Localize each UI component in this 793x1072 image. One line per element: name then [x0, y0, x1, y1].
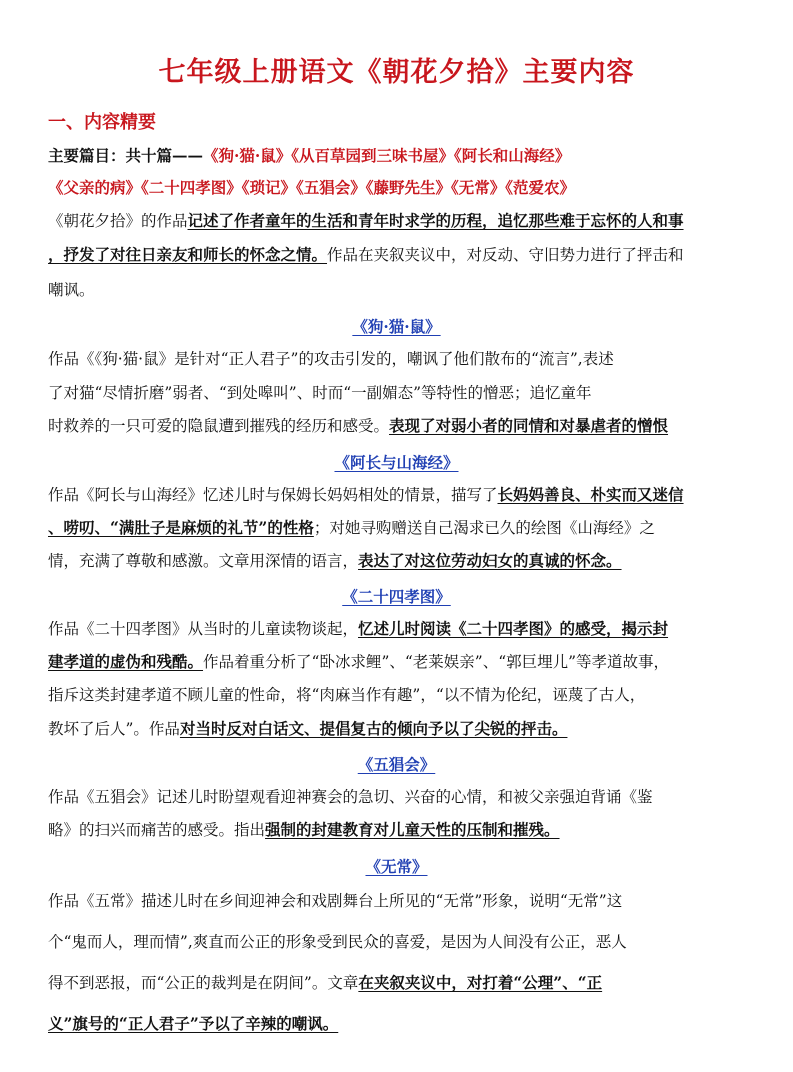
ershisi-line-1	[48, 618, 748, 640]
wuchanghui-emphasis: 强制的封建教育对儿童天性的压制和摧残。	[265, 820, 560, 839]
page-title: 七年级上册语文《朝花夕拾》主要内容	[158, 57, 635, 88]
gou-text-3: 时救养的一只可爱的隐鼠遭到摧残的经历和感受。	[48, 417, 390, 435]
works-list-1: 《狗·猫·鼠》《从百草园到三味书屋》《阿长和山海经》	[203, 146, 571, 165]
wuchanghui-text-2: 略》的扫兴而痛苦的感受。指出	[48, 821, 266, 839]
ershisi-line-4	[48, 718, 748, 740]
ershisi-text-3: 指斥这类封建孝道不顾儿童的性命，将“肉麻当作有趣”，“以不情为伦纪，诬蔑了古人，	[48, 686, 646, 704]
intro-line-3	[48, 279, 748, 301]
wuchang-text-3: 得不到恶报，而“公正的裁判是在阴间”。文章	[48, 974, 359, 992]
ershisi-text-4: 教坏了后人”。作品	[48, 720, 180, 738]
wuchang-emphasis-1: 在夹叙夹议中，对打着“公理”、“正	[358, 973, 603, 992]
works-line-1	[48, 145, 748, 167]
ershisi-emphasis-4: 对当时反对白话文、提倡复古的倾向予以了尖锐的抨击。	[179, 719, 568, 738]
intro-line-1	[48, 210, 748, 232]
gou-line-1	[48, 348, 748, 370]
intro-emphasis: 记述了作者童年的生活和青年时求学的历程，追忆那些难于忘怀的人和事	[187, 211, 684, 230]
azhang-emphasis-3: 表达了对这位劳动妇女的真诚的怀念。	[358, 551, 622, 570]
wuchang-line-2	[48, 931, 748, 953]
works-line-2	[48, 177, 748, 199]
intro-line-2	[48, 244, 748, 266]
intro-text-3: 嘲讽。	[48, 281, 95, 299]
intro-text-2: 作品在夹叙夹议中，对反动、守旧势力进行了抨击和	[327, 246, 684, 264]
azhang-text-3: 情，充满了尊敬和感激。文章用深情的语言，	[48, 552, 359, 570]
azhang-text-2: ；对她寻购赠送自己渴求已久的绘图《山海经》之	[313, 519, 655, 537]
ershisi-text-2: 作品着重分析了“卧冰求鲤”、“老莱娱亲”、“郭巨埋儿”等孝道故事，	[203, 653, 670, 671]
ershisi-emphasis-1: 忆述儿时阅读《二十四孝图》的感受，揭示封	[358, 619, 669, 638]
section-heading-summary: 一、内容精要	[48, 112, 156, 133]
wuchanghui-line-2	[48, 819, 748, 841]
section-heading-azhang: 《阿长与山海经》	[334, 453, 459, 472]
gou-line-2	[48, 382, 748, 404]
ershisi-line-3	[48, 684, 748, 706]
wuchanghui-text-1: 作品《五猖会》记述儿时盼望观看迎神赛会的急切、兴奋的心情，和被父亲强迫背诵《鉴	[48, 788, 653, 806]
wuchang-line-3	[48, 972, 748, 994]
ershisi-text-1: 作品《二十四孝图》从当时的儿童读物谈起，	[48, 620, 359, 638]
ershisi-emphasis-2: 建孝道的虚伪和残酷。	[48, 652, 204, 671]
section-heading-gou-mao-shu: 《狗·猫·鼠》	[352, 317, 441, 336]
wuchang-line-4	[48, 1013, 748, 1035]
wuchang-line-1	[48, 890, 748, 912]
intro-text: 《朝花夕拾》的作品	[48, 212, 188, 230]
section-heading-wuchang: 《无常》	[365, 857, 428, 876]
wuchang-emphasis-2: 义”旗号的“正人君子”予以了辛辣的嘲讽。	[48, 1014, 339, 1033]
azhang-line-3	[48, 550, 748, 572]
wuchanghui-line-1	[48, 786, 748, 808]
gou-emphasis: 表现了对弱小者的同情和对暴虐者的憎恨	[389, 416, 669, 435]
azhang-emphasis-2: 、唠叨、“满肚子是麻烦的礼节”的性格	[48, 518, 314, 537]
works-prefix: 主要篇目：共十篇——	[48, 146, 204, 165]
wuchang-text-1: 作品《五常》描述儿时在乡间迎神会和戏剧舞台上所见的“无常”形象，说明“无常”这	[48, 892, 623, 910]
section-heading-ershisi: 《二十四孝图》	[342, 587, 451, 606]
works-list-2: 《父亲的病》《二十四孝图》《琐记》《五猖会》《藤野先生》《无常》《范爱农》	[48, 178, 576, 197]
gou-text-1: 作品《《狗·猫·鼠》是针对“正人君子”的攻击引发的，嘲讽了他们散布的“流言”,表述	[48, 350, 614, 368]
intro-emphasis-2: ，抒发了对往日亲友和师长的怀念之情。	[48, 245, 328, 264]
azhang-line-1	[48, 484, 748, 506]
azhang-text-1: 作品《阿长与山海经》忆述儿时与保姆长妈妈相处的情景，描写了	[48, 486, 498, 504]
wuchang-text-2: 个“鬼而人，理而情”,爽直而公正的形象受到民众的喜爱，是因为人间没有公正，恶人	[48, 933, 627, 951]
ershisi-line-2	[48, 651, 748, 673]
section-heading-wuchang-hui: 《五猖会》	[357, 755, 436, 774]
azhang-line-2	[48, 517, 748, 539]
gou-text-2: 了对猫“尽情折磨”弱者、“到处嗥叫”、时而“一副媚态”等特性的憎恶；追忆童年	[48, 384, 592, 402]
azhang-emphasis-1: 长妈妈善良、朴实而又迷信	[497, 485, 684, 504]
gou-line-3	[48, 415, 748, 437]
